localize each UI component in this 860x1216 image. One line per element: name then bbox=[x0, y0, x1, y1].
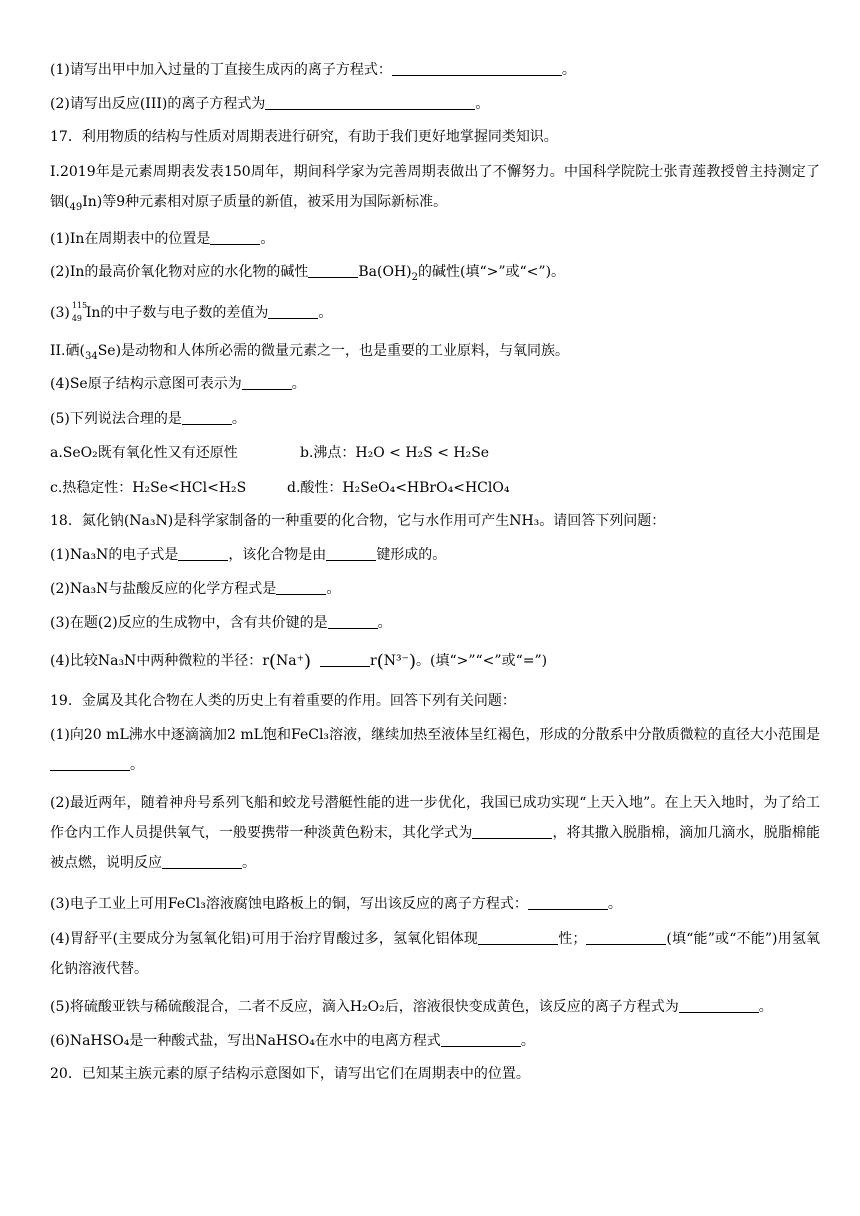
answer-blank[interactable] bbox=[308, 263, 358, 278]
answer-blank[interactable] bbox=[478, 930, 558, 945]
q17-title: 17．利用物质的结构与性质对周期表进行研究，有助于我们更好地掌握同类知识。 bbox=[50, 129, 558, 145]
answer-blank[interactable] bbox=[679, 998, 759, 1013]
formula: Na₃N bbox=[69, 581, 109, 597]
answer-blank[interactable] bbox=[586, 930, 666, 945]
answer-blank[interactable] bbox=[472, 824, 552, 839]
q18-part2: (2)Na₃N与盐酸反应的化学方程式是 。 bbox=[50, 581, 341, 597]
q20-title: 20．已知某主族元素的原子结构示意图如下，请写出它们在周期表中的位置。 bbox=[50, 1066, 530, 1082]
option-d: d.酸性：H₂SeO₄<HBrO₄<HClO₄ bbox=[287, 480, 510, 496]
isotope-notation: 115 49 bbox=[71, 301, 88, 323]
q17-intro-2: II.硒$(_{34}Se)$是动物和人体所必需的微量元素之一，也是重要的工业原料，与氧同族。 bbox=[50, 343, 570, 362]
option-a: a.SeO₂既有氧化性又有还原性 bbox=[50, 445, 238, 461]
q17-options-ab bbox=[50, 443, 820, 463]
q17-part3: (3) 115 49 In的中子数与电子数的差值为 。 bbox=[50, 301, 333, 323]
q17-part4: (4)Se原子结构示意图可表示为 。 bbox=[50, 376, 306, 392]
q17-part2: (2)In的最高价氧化物对应的水化物的碱性 $Ba(OH)_2$的碱性(填“>”或“<”)。 bbox=[50, 264, 566, 283]
q19-part6: (6)NaHSO₄是一种酸式盐，写出NaHSO₄在水中的电离方程式 。 bbox=[50, 1033, 535, 1049]
answer-blank[interactable] bbox=[528, 895, 608, 910]
q18-part3: (3)在题(2)反应的生成物中，含有共价键的是 。 bbox=[50, 615, 392, 631]
q16-part2-text: (2)请写出反应(III)的离子方程式为 bbox=[50, 96, 266, 112]
answer-blank[interactable] bbox=[162, 854, 242, 869]
q16-part2: (2)请写出反应(III)的离子方程式为 。 bbox=[50, 96, 490, 112]
answer-blank[interactable] bbox=[178, 546, 228, 561]
answer-blank[interactable] bbox=[392, 61, 562, 76]
option-b: b.沸点：H₂O < H₂S < H₂Se bbox=[300, 445, 490, 461]
q19-part3: (3)电子工业上可用FeCl₃溶液腐蚀电路板上的铜，写出该反应的离子方程式： 。 bbox=[50, 896, 622, 912]
answer-blank[interactable] bbox=[50, 756, 130, 771]
formula: Na₃N bbox=[69, 547, 109, 563]
q17-part1: (1)In在周期表中的位置是 。 bbox=[50, 231, 275, 247]
q19-part2: (2)最近两年，随着神舟号系列飞船和蛟龙号潜艇性能的进一步优化，我国已成功实现“上天入地”。在上天入地时，为了给工作仓内工作人员提供氧气，一般要携带一种淡黄色粉末，其化学式为 ，将其撒入脱脂棉，滴加几滴水，脱脂棉能被点燃，说明反应 。 bbox=[50, 795, 821, 871]
q19-part5: (5)将硫酸亚铁与稀硫酸混合，二者不反应，滴入H₂O₂后，溶液很快变成黄色，该反应的离子方程式为 。 bbox=[50, 999, 773, 1015]
q17-intro-1: I.2019年是元素周期表发表150周年，期间科学家为完善周期表做出了不懈努力。中国科学院院士张青莲教授曾主持测定了铟$(_{49}In)$等9种元素相对原子质量的新值，被采用为国际新标准。 bbox=[50, 164, 820, 213]
q17-part5: (5)下列说法合理的是 。 bbox=[50, 411, 246, 427]
answer-blank[interactable] bbox=[441, 1032, 521, 1047]
q17-options-cd bbox=[50, 478, 820, 498]
q19-part4: (4)胃舒平(主要成分为氢氧化铝)可用于治疗胃酸过多，氢氧化铝体现 性； (填“能”或“不能”)用氢氧化钠溶液代替。 bbox=[50, 931, 820, 977]
q18-part1: (1)Na₃N的电子式是 ，该化合物是由 键形成的。 bbox=[50, 547, 447, 563]
answer-blank[interactable] bbox=[326, 546, 376, 561]
answer-blank[interactable] bbox=[320, 652, 370, 667]
ion: N³⁻ bbox=[383, 653, 409, 669]
option-c: c.热稳定性：H₂Se<HCl<H₂S bbox=[50, 480, 247, 496]
formula: Na₃N bbox=[97, 653, 137, 669]
q19-part1: (1)向20 mL沸水中逐滴滴加2 mL饱和FeCl₃溶液，继续加热至液体呈红褐色，形成的分散系中分散质微粒的直径大小范围是。 bbox=[50, 727, 820, 773]
formula: Na₃N bbox=[129, 513, 168, 529]
answer-blank[interactable] bbox=[276, 580, 326, 595]
answer-blank[interactable] bbox=[182, 410, 232, 425]
answer-blank[interactable] bbox=[268, 304, 318, 319]
answer-blank[interactable] bbox=[328, 614, 378, 629]
q18-title: 18．氮化钠(Na₃N)是科学家制备的一种重要的化合物，它与水作用可产生NH₃。请回答下列问题： bbox=[50, 513, 666, 529]
answer-blank[interactable] bbox=[210, 230, 260, 245]
answer-blank[interactable] bbox=[265, 95, 475, 110]
answer-blank[interactable] bbox=[242, 375, 292, 390]
q16-part1-text: (1)请写出甲中加入过量的丁直接生成丙的离子方程式： bbox=[50, 62, 392, 78]
q18-part4: (4)比较Na₃N中两种微粒的半径：r(Na⁺) r(N³⁻)。(填“>”“<”或“=”) bbox=[50, 651, 548, 672]
q19-title: 19．金属及其化合物在人类的历史上有着重要的作用。回答下列有关问题： bbox=[50, 693, 516, 709]
ion: Na⁺ bbox=[276, 653, 305, 669]
q16-part1: (1)请写出甲中加入过量的丁直接生成丙的离子方程式： 。 bbox=[50, 62, 576, 78]
formula: NH₃ bbox=[509, 513, 540, 529]
